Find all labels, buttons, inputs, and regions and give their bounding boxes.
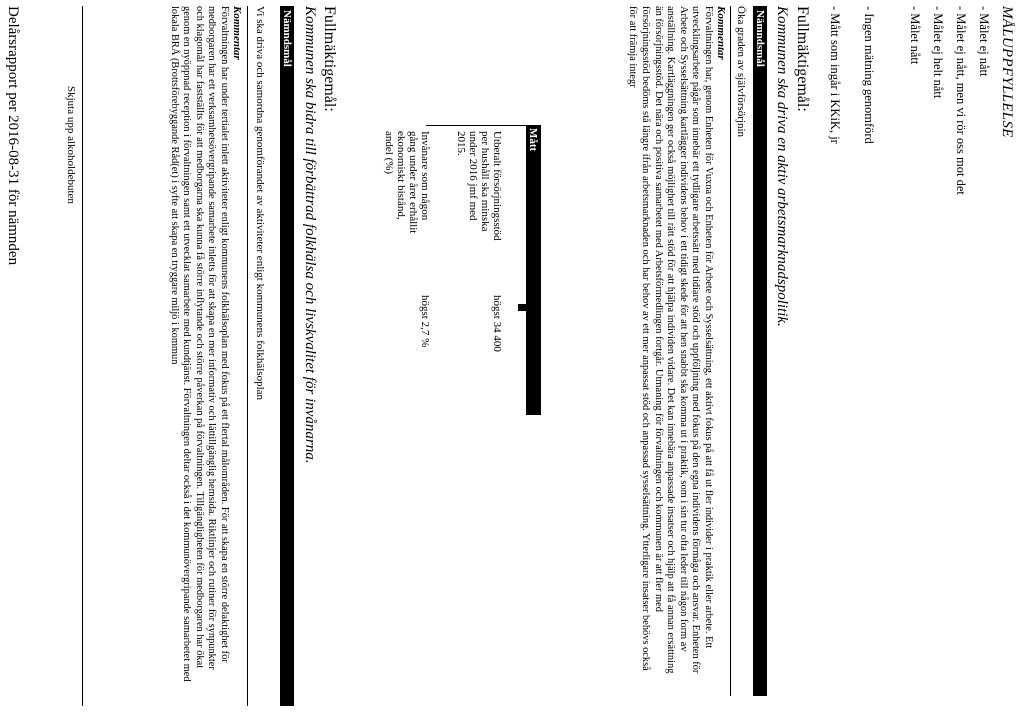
legend-item-reached: - Målet nått [908,6,922,65]
matt-row-2-text: Invånare som någon gång under året erhållit ekonomiskt bistånd, andel (%) [383,131,431,234]
legend-item-no-measurement: - Ingen mätning genomförd [862,6,876,144]
section2-goal-text: Vi ska driva och samordna genomförandet av aktiviteter enligt kommunens folkhälsoplan [254,6,266,401]
section1-table-header-label: Nämndsmål [754,10,766,67]
section2-comment-text: Förvaltningen har under tertialet inlett aktiviteter enligt kommunens folkhälsoplan med fokus på ett flertal målområden. För att skapa en större delaktighet för medborgaren har ett verksamhetsövergripande samarbete inletts för att skapa en mer informativ och lättillgänglig hemsida. Riktlinjer och rutiner för synpunkter och klagomål har fastställts för att medborgarna ska kunna få större inflytande och större påverkan på förvaltningen. Tillgängligheten för medborgaren har ökat genom en nyöppnad reception i förvaltningen samt ett utvecklat samarbete med kundtjänst. Förvaltningen deltar också i det kommunövergripande samarbetet med lokala BRÅ (Brottsförebyggande Råd(et) i syfte att skapa en tryggare miljö i kommun [168,6,230,682]
section1-title: Kommunen ska driva en aktiv arbetsmarknadspolitik. [774,6,790,327]
matt-row-2-value: högst 2,7 % [419,295,431,348]
section1-heading: Fullmäktigemål: [794,6,811,112]
legend-item-kkik: - Mått som ingår i KKiK, jr [828,6,842,144]
section2-bottom-divider [82,6,83,706]
legend-item-partly-reached: - Målet ej helt nått [931,6,945,99]
page-footer: Delårsrapport per 2016-08-31 för nämnden [5,6,21,266]
section2-table-header [280,6,294,706]
matt-table-header-label: Mått [527,128,540,152]
matt-row-1-text: Utbetalt försörjningsstöd per hushåll ska minska under 2016 jmf med 2015. [455,131,503,241]
section2-comment-label: Kommentar [231,6,243,60]
matt-row-1-value: högst 34 400 [491,295,503,352]
section1-comment-label: Kommentar [715,6,727,60]
matt-table-header [526,125,541,415]
legend-item-moving-towards: - Målet ej nått, men vi rör oss mot det [954,6,968,195]
section2-table-header-label: Nämndsmål [281,10,293,67]
section2-heading: Fullmäktigemål: [321,6,338,112]
section2-activity-text: Skjuta upp alkoholdebuten [65,86,77,204]
legend-item-not-reached: - Målet ej nått [977,6,991,77]
section2-divider [247,6,248,706]
section1-goal-text: Öka graden av självförsörjnin [735,6,747,138]
section1-comment-text: Förvaltningen har, genom Enheten för Vuxna och Enheten för Arbete och Sysselsättning, ett aktivt fokus på att få ut fler individer i praktik eller arbete. Ett utvecklingsarbete pågår som innebär ett tydligare arbetssätt med tidiare stöd och uppföljning med fokus på den egna individens förmåga och ansvar. Enheten för Arbete och Sysselsättning kartlägger individens behov i ett tidigt skede för att hen snabbt ska komma ut i praktik, som i sin tur ofta leder till någon form av anställning. Kartläggningen ger också möjlighet till rätt stöd för att hjälpa individen vidare. Det kan innebära anpassade insatser och hjälp att få annan ersättning än försörjningsstöd. Det nära och positiva samarbetet med Arbetsförmedlingen fortgår. Utmaning för förvaltningen och kommunen är att fler med försörjningsstöd bedöms stå längre ifrån arbetsmarknaden och har behov av ett mer anpassat stöd och anpassad sysselsättning. Ytterligare insatser behövs också för att främja integr [627,6,714,674]
matt-table-left-border [426,125,526,126]
section1-table-header [753,6,767,696]
section1-divider [730,6,731,696]
status-marker-icon [518,304,527,311]
legend-title: MÅLUPPFYLLELSE [999,6,1015,138]
section2-title: Kommunen ska bidra till förbättrad folkhälsa och livskvalitet för invånarna. [302,6,318,464]
